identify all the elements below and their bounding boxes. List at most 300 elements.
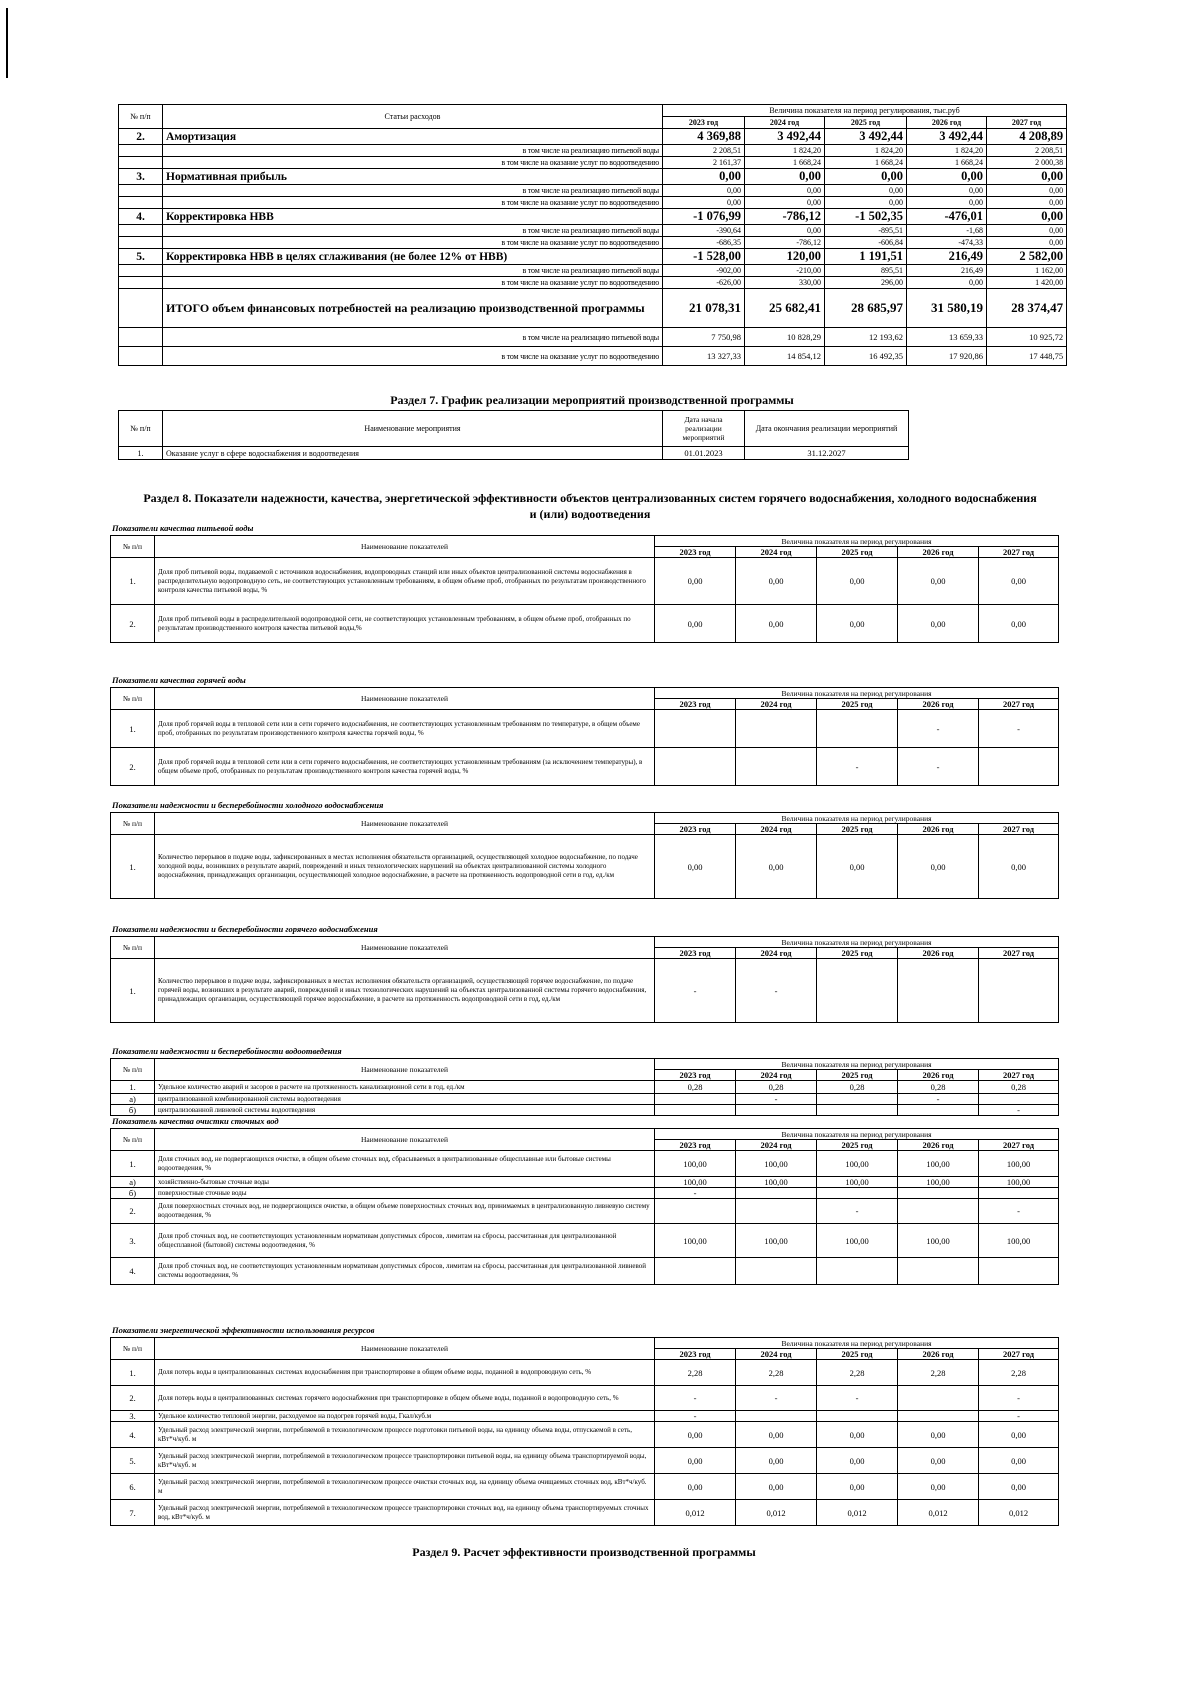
indicator-row-num: 2. <box>111 1199 155 1224</box>
indicator-row-num: 2. <box>111 605 155 643</box>
indicator-row <box>111 605 1059 643</box>
year-header: 2024 год <box>736 1349 817 1360</box>
expense-value: 895,51 <box>825 265 907 277</box>
expense-value: 0,00 <box>825 185 907 197</box>
indicator-row-name: Доля проб сточных вод, не соответствующих установленным нормативам допустимых сбросов, лимитам на сбросы, рассчитанная для централизованной ливневой системы водоотведения, % <box>155 1258 655 1285</box>
expense-row <box>119 265 1067 277</box>
indicator-row-name: Доля потерь воды в централизованных системах водоснабжения при транспортировке в общем объеме воды, поданной в водопроводную сеть, % <box>155 1360 655 1386</box>
indicator-value: 0,012 <box>898 1500 979 1526</box>
year-header: 2026 год <box>898 1140 979 1151</box>
indicator-row-num: 2. <box>111 748 155 786</box>
expense-value: 216,49 <box>907 249 987 265</box>
expense-value: 1 668,24 <box>907 157 987 169</box>
expense-value: -626,00 <box>663 277 745 289</box>
indicator-value <box>898 959 979 1023</box>
indicator-value: 0,00 <box>736 1422 817 1448</box>
indicator-value: - <box>979 710 1059 748</box>
indicator-value: 0,00 <box>898 605 979 643</box>
expense-row-num: 4. <box>119 209 163 225</box>
indicator-period-header: Величина показателя на период регулирования <box>655 937 1059 948</box>
expense-value: 0,00 <box>663 197 745 209</box>
indicator-name-header: Наименование показателей <box>155 1059 655 1081</box>
scan-edge-mark <box>6 8 8 78</box>
indicator-value: 0,00 <box>736 1474 817 1500</box>
expense-value: 1 668,24 <box>745 157 825 169</box>
indicator-value: 0,00 <box>898 1474 979 1500</box>
indicator-group-label: Показатели надежности и бесперебойности холодного водоснабжения <box>112 800 384 810</box>
expense-row-name: в том числе на оказание услуг по водоотведению <box>163 237 663 249</box>
indicator-value <box>898 1105 979 1116</box>
expense-value: -1 076,99 <box>663 209 745 225</box>
year-header: 2025 год <box>817 1140 898 1151</box>
schedule-row-start: 01.01.2023 <box>663 447 745 460</box>
expense-value: -895,51 <box>825 225 907 237</box>
indicator-value: 0,28 <box>898 1081 979 1094</box>
indicator-value <box>817 710 898 748</box>
indicator-value: 100,00 <box>979 1151 1059 1177</box>
year-header: 2026 год <box>898 547 979 558</box>
expense-value: 3 492,44 <box>907 129 987 145</box>
expense-row-name: Амортизация <box>163 129 663 145</box>
indicator-value <box>736 1199 817 1224</box>
section7-title: Раздел 7. График реализации мероприятий производственной программы <box>390 393 794 407</box>
indicator-value <box>655 748 736 786</box>
indicator-value: 100,00 <box>736 1224 817 1258</box>
expense-value: 2 208,51 <box>663 145 745 157</box>
total-row-num <box>119 289 163 328</box>
indicator-row-name: Доля проб горячей воды в тепловой сети или в сети горячего водоснабжения, не соответствующих установленным требованиям (за исключением температуры), в общем объеме проб, отобранных по результатам производственного контроля качества горячей воды, % <box>155 748 655 786</box>
expense-value: -210,00 <box>745 265 825 277</box>
expense-row-name: Корректировка НВВ <box>163 209 663 225</box>
indicator-value: 0,00 <box>979 1422 1059 1448</box>
indicator-value <box>898 1386 979 1411</box>
expense-row <box>119 157 1067 169</box>
year-header: 2023 год <box>663 117 745 129</box>
year-header: 2023 год <box>655 699 736 710</box>
indicator-row-name: Удельное количество тепловой энергии, расходуемое на подогрев горячей воды, Гкал/куб.м <box>155 1411 655 1422</box>
expense-value: 216,49 <box>907 265 987 277</box>
indicator-row-num: 3. <box>111 1224 155 1258</box>
year-header: 2027 год <box>987 117 1067 129</box>
total-value: 31 580,19 <box>907 289 987 328</box>
indicator-value: - <box>817 1386 898 1411</box>
year-header: 2026 год <box>898 1349 979 1360</box>
indicator-row-num: 5. <box>111 1448 155 1474</box>
expense-value: 2 161,37 <box>663 157 745 169</box>
indicator-row-num: 2. <box>111 1386 155 1411</box>
indicator-value <box>736 748 817 786</box>
total-value: 25 682,41 <box>745 289 825 328</box>
indicator-num-header: № п/п <box>111 813 155 835</box>
indicator-value: 0,00 <box>979 835 1059 899</box>
expense-value: 2 208,51 <box>987 145 1067 157</box>
expense-row-name: в том числе на оказание услуг по водоотведению <box>163 157 663 169</box>
indicator-name-header: Наименование показателей <box>155 813 655 835</box>
year-header: 2025 год <box>817 948 898 959</box>
indicator-value: - <box>817 1199 898 1224</box>
expense-value: 296,00 <box>825 277 907 289</box>
total-sub-value: 17 920,86 <box>907 347 987 366</box>
expense-value: 0,00 <box>907 197 987 209</box>
indicator-value: 100,00 <box>736 1151 817 1177</box>
indicator-value: 100,00 <box>655 1224 736 1258</box>
indicator-value: 100,00 <box>898 1151 979 1177</box>
expense-row-num <box>119 185 163 197</box>
expense-value: -1 502,35 <box>825 209 907 225</box>
expense-value: -686,35 <box>663 237 745 249</box>
indicator-row-name: Удельный расход электрической энергии, потребляемой в технологическом процессе транспортировки сточных вод, на единицу объема транспортируемых сточных вод, кВт*ч/куб. м <box>155 1500 655 1526</box>
expense-row-name: в том числе на реализацию питьевой воды <box>163 265 663 277</box>
indicator-group-label: Показатели надежности и бесперебойности водоотведения <box>112 1046 342 1056</box>
schedule-name-header: Наименование мероприятия <box>163 411 663 447</box>
indicator-value <box>817 1094 898 1105</box>
total-row-name: ИТОГО объем финансовых потребностей на реализацию производственной программы <box>163 289 663 328</box>
indicator-value: 0,00 <box>979 558 1059 605</box>
expenses-period-header: Величина показателя на период регулирования, тыс.руб <box>663 105 1067 117</box>
indicator-row <box>111 1094 1059 1105</box>
year-header: 2024 год <box>736 948 817 959</box>
total-sub-value: 14 854,12 <box>745 347 825 366</box>
indicator-value: 100,00 <box>898 1224 979 1258</box>
total-sub-num <box>119 347 163 366</box>
indicator-row <box>111 1258 1059 1285</box>
year-header: 2023 год <box>655 1140 736 1151</box>
year-header: 2025 год <box>817 1349 898 1360</box>
indicator-row-num: а) <box>111 1094 155 1105</box>
indicator-period-header: Величина показателя на период регулирования <box>655 1338 1059 1349</box>
indicator-row-name: Доля проб горячей воды в тепловой сети или в сети горячего водоснабжения, не соответствующих установленным требованиям по температуре, в общем объеме проб, отобранных по результатам производственного контроля качества горячей воды, % <box>155 710 655 748</box>
expense-row-name: Нормативная прибыль <box>163 169 663 185</box>
indicator-name-header: Наименование показателей <box>155 937 655 959</box>
indicator-row <box>111 1500 1059 1526</box>
year-header: 2026 год <box>898 699 979 710</box>
expense-row <box>119 145 1067 157</box>
indicator-group-label: Показатель качества очистки сточных вод <box>112 1116 279 1126</box>
expense-value: 4 208,89 <box>987 129 1067 145</box>
indicator-value <box>655 1199 736 1224</box>
indicator-row <box>111 748 1059 786</box>
expense-value: 1 824,20 <box>745 145 825 157</box>
total-sub-name: в том числе на реализацию питьевой воды <box>163 328 663 347</box>
expense-row <box>119 185 1067 197</box>
indicator-row-num: 1. <box>111 959 155 1023</box>
expense-row <box>119 277 1067 289</box>
expense-row <box>119 237 1067 249</box>
expense-value: 1 191,51 <box>825 249 907 265</box>
indicator-value: 100,00 <box>817 1151 898 1177</box>
indicator-row-num: 6. <box>111 1474 155 1500</box>
indicator-value: - <box>655 1411 736 1422</box>
indicator-row <box>111 1360 1059 1386</box>
indicator-value <box>979 959 1059 1023</box>
indicator-value: - <box>979 1199 1059 1224</box>
total-sub-value: 16 492,35 <box>825 347 907 366</box>
indicator-row-name: Количество перерывов в подаче воды, зафиксированных в местах исполнения обязательств организацией, осуществляющей холодное водоснабжение, по подаче холодной воды, возникших в результате аварий, повреждений и иных технологических нарушений на объектах централизованной системы холодного водоснабжения, принадлежащих организации, осуществляющей холодное водоснабжение, в расчете на протяженность водопроводной сети в год, ед./км <box>155 835 655 899</box>
indicator-value <box>817 1105 898 1116</box>
expense-value: 1 824,20 <box>825 145 907 157</box>
year-header: 2025 год <box>825 117 907 129</box>
indicator-table <box>110 1337 1059 1526</box>
expense-value: 0,00 <box>825 169 907 185</box>
total-row <box>119 289 1067 328</box>
expense-value: -1,68 <box>907 225 987 237</box>
indicator-value: 100,00 <box>736 1177 817 1188</box>
indicator-value <box>655 1094 736 1105</box>
expense-row-num <box>119 277 163 289</box>
indicator-row <box>111 1177 1059 1188</box>
indicator-row-num: 7. <box>111 1500 155 1526</box>
indicator-value: 0,00 <box>979 605 1059 643</box>
expense-row <box>119 249 1067 265</box>
indicator-table <box>110 936 1059 1023</box>
indicator-row-name: Количество перерывов в подаче воды, зафиксированных в местах исполнения обязательств организацией, осуществляющей горячее водоснабжение, по подаче горячей воды, возникших в результате аварий, повреждений и иных технологических нарушений на объектах централизованной системы горячего водоснабжения, принадлежащих организации, осуществляющей горячее водоснабжение, в расчете на протяженность водопроводной сети в год, ед./км <box>155 959 655 1023</box>
indicator-value <box>736 710 817 748</box>
expense-row-num <box>119 237 163 249</box>
indicator-name-header: Наименование показателей <box>155 536 655 558</box>
schedule-row-name: Оказание услуг в сфере водоснабжения и водоотведения <box>163 447 663 460</box>
indicator-period-header: Величина показателя на период регулирования <box>655 1129 1059 1140</box>
indicator-value: 0,012 <box>817 1500 898 1526</box>
indicator-value: 0,012 <box>979 1500 1059 1526</box>
expense-value: 0,00 <box>987 185 1067 197</box>
schedule-table <box>118 410 909 460</box>
total-sub-row <box>119 328 1067 347</box>
total-sub-row <box>119 347 1067 366</box>
indicator-value: 2,28 <box>979 1360 1059 1386</box>
year-header: 2024 год <box>736 1140 817 1151</box>
indicator-value: - <box>655 1188 736 1199</box>
indicator-value: 0,012 <box>655 1500 736 1526</box>
expense-value: 0,00 <box>825 197 907 209</box>
year-header: 2027 год <box>979 948 1059 959</box>
indicator-value: 0,00 <box>655 1448 736 1474</box>
expense-value: -476,01 <box>907 209 987 225</box>
expense-value: -1 528,00 <box>663 249 745 265</box>
indicator-row <box>111 710 1059 748</box>
indicator-row <box>111 1422 1059 1448</box>
indicator-value: 0,00 <box>655 1422 736 1448</box>
expense-value: 0,00 <box>907 169 987 185</box>
indicator-value <box>898 1188 979 1199</box>
indicator-value <box>817 1411 898 1422</box>
expense-row-name: в том числе на реализацию питьевой воды <box>163 145 663 157</box>
indicator-value: 0,00 <box>979 1448 1059 1474</box>
expense-row-num <box>119 157 163 169</box>
indicator-value: 0,00 <box>817 1448 898 1474</box>
indicator-row-name: централизованной комбинированной системы водоотведения <box>155 1094 655 1105</box>
expense-value: 0,00 <box>987 169 1067 185</box>
expense-value: 1 668,24 <box>825 157 907 169</box>
indicator-value: 2,28 <box>655 1360 736 1386</box>
indicator-value: - <box>979 1411 1059 1422</box>
year-header: 2027 год <box>979 1349 1059 1360</box>
year-header: 2024 год <box>736 547 817 558</box>
indicator-value <box>736 1411 817 1422</box>
expense-value: 0,00 <box>663 169 745 185</box>
total-sub-value: 13 659,33 <box>907 328 987 347</box>
indicator-value: 100,00 <box>979 1177 1059 1188</box>
indicator-table <box>110 812 1059 899</box>
expense-value: 0,00 <box>745 169 825 185</box>
indicator-value: 0,00 <box>817 605 898 643</box>
indicator-row-num: а) <box>111 1177 155 1188</box>
indicator-period-header: Величина показателя на период регулирования <box>655 536 1059 547</box>
schedule-row-end: 31.12.2027 <box>745 447 909 460</box>
expense-row-name: в том числе на оказание услуг по водоотведению <box>163 197 663 209</box>
total-value: 28 374,47 <box>987 289 1067 328</box>
total-sub-value: 13 327,33 <box>663 347 745 366</box>
expense-value: -786,12 <box>745 209 825 225</box>
expense-value: 0,00 <box>987 197 1067 209</box>
total-sub-name: в том числе на оказание услуг по водоотведению <box>163 347 663 366</box>
indicator-value: 0,28 <box>817 1081 898 1094</box>
indicator-value: 0,00 <box>898 558 979 605</box>
indicator-row-name: Доля проб сточных вод, не соответствующих установленным нормативам допустимых сбросов, лимитам на сбросы, рассчитанная для централизованной общесплавной (бытовой) системы водоотведения, % <box>155 1224 655 1258</box>
indicator-value: 2,28 <box>817 1360 898 1386</box>
indicator-value <box>736 1258 817 1285</box>
year-header: 2026 год <box>898 824 979 835</box>
expense-value: 4 369,88 <box>663 129 745 145</box>
indicator-value <box>898 1199 979 1224</box>
expense-value: -786,12 <box>745 237 825 249</box>
indicator-value: 0,00 <box>898 1448 979 1474</box>
expense-value: -606,84 <box>825 237 907 249</box>
total-value: 28 685,97 <box>825 289 907 328</box>
indicator-value <box>979 1258 1059 1285</box>
indicator-value <box>817 1258 898 1285</box>
year-header: 2025 год <box>817 1070 898 1081</box>
indicator-row <box>111 1199 1059 1224</box>
indicator-value: 0,00 <box>736 1448 817 1474</box>
indicator-row <box>111 1151 1059 1177</box>
expense-value: 0,00 <box>745 197 825 209</box>
expense-row-num: 3. <box>119 169 163 185</box>
indicator-value: 0,00 <box>655 1474 736 1500</box>
indicator-value: 0,28 <box>979 1081 1059 1094</box>
indicator-value: 100,00 <box>817 1177 898 1188</box>
expense-row <box>119 129 1067 145</box>
expense-row-num: 5. <box>119 249 163 265</box>
indicator-row-name: Удельное количество аварий и засоров в расчете на протяженность канализационной сети в год, ед./км <box>155 1081 655 1094</box>
year-header: 2025 год <box>817 699 898 710</box>
expense-value: 0,00 <box>907 185 987 197</box>
expense-row-num <box>119 145 163 157</box>
expense-value: 0,00 <box>745 185 825 197</box>
expense-value: 3 492,44 <box>825 129 907 145</box>
indicator-value: - <box>736 1386 817 1411</box>
section8-title: Раздел 8. Показатели надежности, качества, энергетической эффективности объектов централизованных систем горячего водоснабжения, холодного водоснабжения и (или) водоотведения <box>143 491 1037 521</box>
indicator-value: 0,00 <box>817 835 898 899</box>
indicator-num-header: № п/п <box>111 1129 155 1151</box>
indicator-name-header: Наименование показателей <box>155 688 655 710</box>
schedule-end-header: Дата окончания реализации мероприятий <box>745 411 909 447</box>
year-header: 2025 год <box>817 824 898 835</box>
indicator-value: 0,28 <box>655 1081 736 1094</box>
indicator-row-num: 1. <box>111 558 155 605</box>
indicator-value: - <box>736 1094 817 1105</box>
year-header: 2023 год <box>655 547 736 558</box>
indicator-value <box>817 959 898 1023</box>
total-sub-value: 12 193,62 <box>825 328 907 347</box>
year-header: 2026 год <box>898 1070 979 1081</box>
year-header: 2024 год <box>745 117 825 129</box>
indicator-value: 0,00 <box>817 558 898 605</box>
indicator-value: 0,00 <box>898 835 979 899</box>
expenses-table <box>118 104 1067 366</box>
indicator-value <box>655 710 736 748</box>
year-header: 2024 год <box>736 824 817 835</box>
indicator-row-num: б) <box>111 1105 155 1116</box>
expenses-num-header: № п/п <box>119 105 163 129</box>
year-header: 2024 год <box>736 1070 817 1081</box>
indicator-value: 100,00 <box>817 1224 898 1258</box>
expense-value: 330,00 <box>745 277 825 289</box>
indicator-row-name: Доля поверхностных сточных вод, не подвергающихся очистке, в общем объеме поверхностных сточных вод, принимаемых в централизованную ливневую систему водоотведения, % <box>155 1199 655 1224</box>
year-header: 2027 год <box>979 824 1059 835</box>
indicator-table <box>110 1128 1059 1285</box>
indicator-row-name: Удельный расход электрической энергии, потребляемой в технологическом процессе транспортировки питьевой воды, на единицу объема транспортируемой воды, кВт*ч/куб. м <box>155 1448 655 1474</box>
indicator-num-header: № п/п <box>111 536 155 558</box>
indicator-value <box>655 1105 736 1116</box>
indicator-value: - <box>979 1105 1059 1116</box>
indicator-row <box>111 1448 1059 1474</box>
indicator-row <box>111 1105 1059 1116</box>
indicator-row-num: 1. <box>111 1360 155 1386</box>
expense-row <box>119 169 1067 185</box>
indicator-value <box>979 1094 1059 1105</box>
indicator-row-name: Доля сточных вод, не подвергающихся очистке, в общем объеме сточных вод, сбрасываемых в централизованные общесплавные или бытовые системы водоотведения, % <box>155 1151 655 1177</box>
expense-value: 2 582,00 <box>987 249 1067 265</box>
year-header: 2027 год <box>979 1140 1059 1151</box>
indicator-row <box>111 1411 1059 1422</box>
expense-row-num <box>119 265 163 277</box>
indicator-row-name: Доля проб питьевой воды, подаваемой с источников водоснабжения, водопроводных станций или иных объектов централизованной системы водоснабжения в распределительную водопроводную сеть, не соответствующих установленным требованиям, в общем объеме проб, отобранных по результатам производственного контроля качества питьевой воды, % <box>155 558 655 605</box>
indicator-row-name: Удельный расход электрической энергии, потребляемой в технологическом процессе очистки сточных вод, на единицу объема очищаемых сточных вод, кВт*ч/куб. м <box>155 1474 655 1500</box>
expense-row-name: Корректировка НВВ в целях сглаживания (не более 12% от НВВ) <box>163 249 663 265</box>
indicator-value <box>655 1258 736 1285</box>
indicator-value <box>979 748 1059 786</box>
expense-row-name: в том числе на реализацию питьевой воды <box>163 185 663 197</box>
indicator-row <box>111 1224 1059 1258</box>
year-header: 2023 год <box>655 824 736 835</box>
indicator-name-header: Наименование показателей <box>155 1338 655 1360</box>
expenses-name-header: Статьи расходов <box>163 105 663 129</box>
expense-value: 1 162,00 <box>987 265 1067 277</box>
indicator-row-name: поверхностные сточные воды <box>155 1188 655 1199</box>
expense-value: 3 492,44 <box>745 129 825 145</box>
schedule-num-header: № п/п <box>119 411 163 447</box>
indicator-value: 100,00 <box>655 1151 736 1177</box>
expense-row-num <box>119 225 163 237</box>
indicator-value: 0,00 <box>979 1474 1059 1500</box>
indicator-row-num: 1. <box>111 1151 155 1177</box>
indicator-value: 100,00 <box>898 1177 979 1188</box>
indicator-table <box>110 687 1059 786</box>
indicator-value: 0,00 <box>655 835 736 899</box>
total-sub-num <box>119 328 163 347</box>
indicator-value <box>817 1188 898 1199</box>
year-header: 2026 год <box>898 948 979 959</box>
indicator-value: - <box>736 959 817 1023</box>
indicator-row <box>111 1188 1059 1199</box>
indicator-value: 2,28 <box>898 1360 979 1386</box>
expense-value: 0,00 <box>745 225 825 237</box>
expense-row <box>119 225 1067 237</box>
indicator-name-header: Наименование показателей <box>155 1129 655 1151</box>
indicator-row-num: 4. <box>111 1258 155 1285</box>
indicator-row <box>111 558 1059 605</box>
indicator-value <box>898 1258 979 1285</box>
